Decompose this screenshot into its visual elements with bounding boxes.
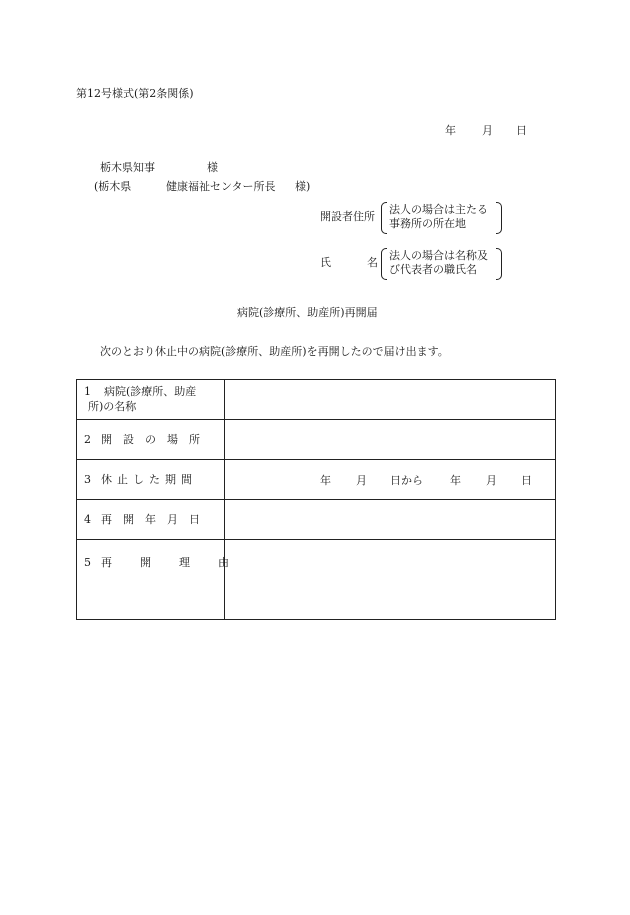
period-end-day: 日 bbox=[521, 474, 532, 487]
table-row bbox=[77, 460, 556, 500]
applicant-address-label: 開設者住所 bbox=[320, 210, 375, 223]
row-number: 5 bbox=[84, 556, 91, 569]
address-note-line1: 法人の場合は主たる bbox=[389, 203, 488, 216]
name-label-line2: 所)の名称 bbox=[88, 400, 137, 413]
period-end-month: 月 bbox=[486, 474, 497, 487]
row-number: 1 bbox=[84, 385, 91, 398]
name-note-line2: び代表者の職氏名 bbox=[389, 263, 477, 276]
period-value-field[interactable] bbox=[225, 460, 556, 500]
name-value-field[interactable] bbox=[225, 380, 556, 420]
applicant-name-label-2: 名 bbox=[367, 256, 378, 269]
reopen-date-value-field[interactable] bbox=[225, 500, 556, 540]
name-note-bracket bbox=[381, 248, 502, 280]
row-number: 4 bbox=[84, 513, 91, 526]
addressee-alt-center: 健康福祉センター所長 bbox=[166, 180, 276, 193]
reason-label: 再開理由 bbox=[101, 556, 257, 569]
reopen-date-label-cell bbox=[77, 500, 225, 540]
table-row bbox=[77, 500, 556, 540]
period-label-cell bbox=[77, 460, 225, 500]
form-number: 第12号様式(第2条関係) bbox=[76, 87, 194, 100]
period-end-year: 年 bbox=[450, 474, 461, 487]
period-start-month: 月 bbox=[356, 474, 367, 487]
location-value-field[interactable] bbox=[225, 420, 556, 460]
table-row bbox=[77, 540, 556, 620]
period-start-day: 日から bbox=[390, 474, 423, 487]
address-note-bracket bbox=[381, 202, 502, 234]
row-number: 2 bbox=[84, 433, 91, 446]
table-row bbox=[77, 420, 556, 460]
table-row bbox=[77, 380, 556, 420]
document-title: 病院(診療所、助産所)再開届 bbox=[237, 306, 378, 319]
addressee-honorific: 様 bbox=[207, 161, 218, 174]
addressee-alt-honorific: 様) bbox=[295, 180, 311, 193]
reopen-date-label: 再開年月日 bbox=[101, 513, 211, 526]
intro-text: 次のとおり休止中の病院(診療所、助産所)を再開したので届け出ます。 bbox=[100, 345, 449, 358]
date-year-label: 年 bbox=[445, 124, 456, 137]
name-label-cell bbox=[77, 380, 225, 420]
reason-value-field[interactable] bbox=[225, 540, 556, 620]
reason-label-cell bbox=[77, 540, 257, 620]
date-month-label: 月 bbox=[482, 124, 493, 137]
date-day-label: 日 bbox=[516, 124, 527, 137]
address-note-line2: 事務所の所在地 bbox=[389, 217, 466, 230]
row-number: 3 bbox=[84, 473, 91, 486]
applicant-name-label-1: 氏 bbox=[320, 256, 331, 269]
form-table bbox=[76, 379, 556, 620]
name-note-line1: 法人の場合は名称及 bbox=[389, 249, 488, 262]
addressee-alt-prefecture: (栃木県 bbox=[94, 180, 132, 193]
name-label-line1: 病院(診療所、助産 bbox=[104, 385, 197, 398]
period-start-year: 年 bbox=[320, 474, 331, 487]
period-label: 休止した期間 bbox=[101, 473, 197, 486]
location-label: 開設の場所 bbox=[101, 433, 211, 446]
location-label-cell bbox=[77, 420, 225, 460]
addressee-governor: 栃木県知事 bbox=[100, 161, 155, 174]
